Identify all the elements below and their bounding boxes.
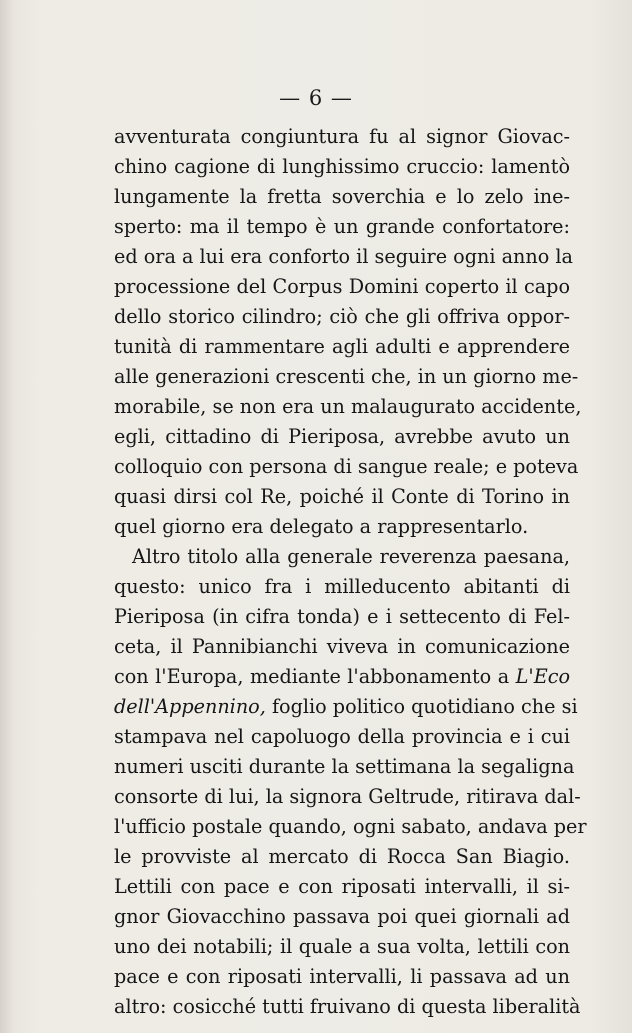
text-line: dello storico cilindro; ciò che gli offriva oppor-: [114, 305, 570, 328]
text-line: Pieriposa (in cifra tonda) e i settecento di Fel-: [114, 605, 570, 628]
text-line: lungamente la fretta soverchia e lo zelo ine-: [114, 185, 570, 208]
text-line: ceta, il Pannibianchi viveva in comunicazione: [114, 635, 570, 658]
text-line: avventurata congiuntura fu al signor Giovac-: [114, 125, 570, 148]
text-line: consorte di lui, la signora Geltrude, ritirava dal-: [114, 785, 581, 808]
text-line: egli, cittadino di Pieriposa, avrebbe avuto un: [114, 425, 570, 448]
newspaper-title-cont: dell'Appennino,: [114, 695, 266, 718]
text-line: processione del Corpus Domini coperto il capo: [114, 275, 570, 298]
text-line: quasi dirsi col Re, poiché il Conte di Torino in: [114, 485, 570, 508]
text-line: pace e con riposati intervalli, li passava ad un: [114, 965, 570, 988]
text-line: Lettili con pace e con riposati intervalli, il si-: [114, 875, 570, 898]
text-line: chino cagione di lunghissimo cruccio: lamentò: [114, 155, 570, 178]
text-line: uno dei notabili; il quale a sua volta, lettili con: [114, 935, 570, 958]
body-text: [114, 122, 587, 1022]
text-line: l'ufficio postale quando, ogni sabato, andava per: [114, 815, 587, 838]
text-line: Altro titolo alla generale reverenza paesana,: [132, 545, 570, 568]
text-line: altro: cosicché tutti fruivano di questa liberalità: [114, 995, 581, 1018]
text-line: alle generazioni crescenti che, in un giorno me-: [114, 365, 579, 388]
text-line: le provviste al mercato di Rocca San Biagio.: [114, 845, 570, 868]
page-number: — 6 —: [279, 86, 353, 110]
text-line: ed ora a lui era conforto il seguire ogni anno la: [114, 245, 573, 268]
text-line: colloquio con persona di sangue reale; e poteva: [114, 455, 579, 478]
text-line: questo: unico fra i milleducento abitanti di: [114, 575, 570, 598]
text-line: morabile, se non era un malaugurato accidente,: [114, 395, 582, 418]
text-fragment: foglio politico quotidiano che si: [271, 695, 578, 718]
text-line: quel giorno era delegato a rappresentarlo.: [114, 515, 529, 538]
text-line: [114, 692, 578, 722]
newspaper-title: L'Eco: [515, 665, 570, 688]
text-line: sperto: ma il tempo è un grande confortatore:: [114, 215, 570, 238]
text-line: stampava nel capoluogo della provincia e i cui: [114, 725, 570, 748]
text-line: tunità di rammentare agli adulti e apprendere: [114, 335, 570, 358]
text-fragment: con l'Europa, mediante l'abbonamento a: [114, 665, 510, 688]
text-line: [114, 662, 570, 692]
text-line: gnor Giovacchino passava poi quei giornali ad: [114, 905, 570, 928]
text-line: numeri usciti durante la settimana la segaligna: [114, 755, 575, 778]
